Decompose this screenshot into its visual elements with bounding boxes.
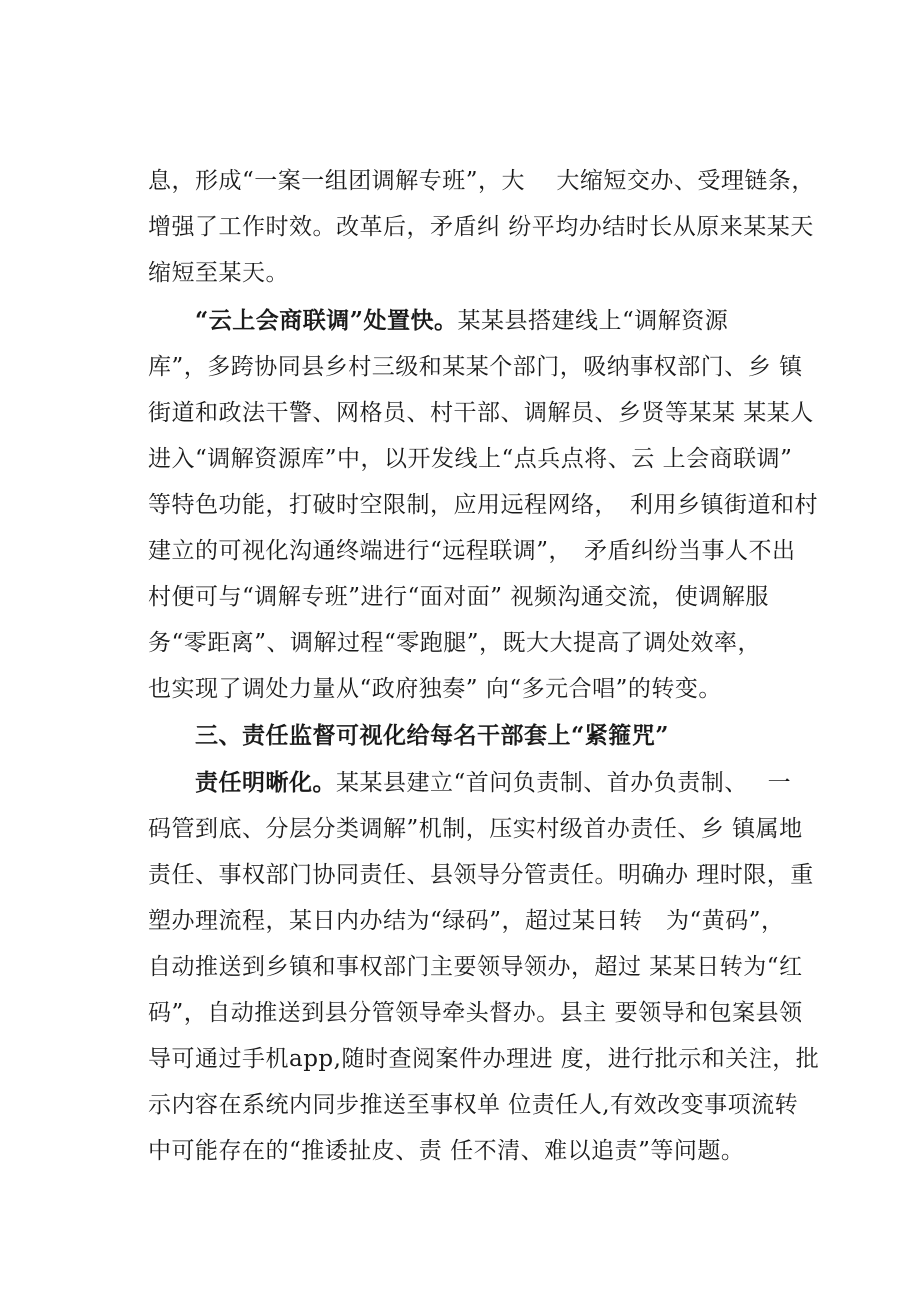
paragraph3-line-7: 导可通过手机app,随时查阅案件办理进 度，进行批示和关注，批 bbox=[148, 1046, 820, 1072]
paragraph3-line-3: 责任、事权部门协同责任、县领导分管责任。明确办 理时限，重 bbox=[148, 862, 814, 888]
paragraph2-line-3: 街道和政法干警、网格员、村干部、调解员、乡贤等某某 某某人 bbox=[148, 400, 814, 426]
paragraph3-lead: 责任明晰化。 bbox=[195, 769, 336, 796]
section3-heading: 三、责任监督可视化给每名干部套上“紧箍咒” bbox=[195, 722, 669, 749]
paragraph3-line-6: 码”，自动推送到县分管领导牵头督办。县主 要领导和包案县领 bbox=[148, 1000, 803, 1026]
paragraph2-line-7: 村便可与“调解专班”进行“面对面” 视频沟通交流，使调解服 bbox=[148, 584, 769, 610]
paragraph3-line-9: 中可能存在的“推诿扯皮、责 任不清、难以追责”等问题。 bbox=[148, 1138, 745, 1164]
paragraph2-first-line bbox=[195, 298, 855, 344]
paragraph2-lead: “云上会商联调”处置快。 bbox=[195, 307, 458, 334]
paragraph1-line-3: 缩短至某天。 bbox=[148, 260, 289, 286]
paragraph2-line-8: 务“零距离”、调解过程“零跑腿”，既大大提高了调处效率， bbox=[148, 630, 762, 656]
paragraph3-line-2: 码管到底、分层分类调解”机制，压实村级首办责任、乡 镇属地 bbox=[148, 816, 803, 842]
paragraph2-line-4: 进入“调解资源库”中，以开发线上“点兵点将、云 上会商联调” bbox=[148, 446, 793, 472]
paragraph2-first-line-rest: 某某县搭建线上“调解资源 bbox=[457, 308, 729, 334]
paragraph1-line-2: 增强了工作时效。改革后，矛盾纠 纷平均办结时长从原来某某天 bbox=[148, 214, 814, 240]
paragraph2-line-9: 也实现了调处力量从“政府独奏” 向“多元合唱”的转变。 bbox=[148, 676, 722, 702]
paragraph3-line-5: 自动推送到乡镇和事权部门主要领导领办，超过 某某日转为“红 bbox=[148, 954, 803, 980]
paragraph3-first-line-rest: 某某县建立“首问负责制、首办负责制、 一 bbox=[336, 770, 792, 796]
paragraph3-line-8: 示内容在系统内同步推送至事权单 位责任人,有效改变事项流转 bbox=[148, 1092, 799, 1118]
paragraph3-first-line bbox=[195, 760, 855, 806]
paragraph2-line-2: 库”，多跨协同县乡村三级和某某个部门，吸纳事权部门、乡 镇 bbox=[148, 354, 803, 380]
paragraph2-line-5: 等特色功能，打破时空限制，应用远程网络， 利用乡镇街道和村 bbox=[148, 492, 818, 518]
paragraph3-line-4: 塑办理流程，某日内办结为“绿码”，超过某日转 为“黄码”， bbox=[148, 908, 785, 934]
paragraph2-line-6: 建立的可视化沟通终端进行“远程联调”， 矛盾纠纷当事人不出 bbox=[148, 538, 796, 564]
paragraph1-line-1: 息，形成“一案一组团调解专班”，大 大缩短交办、受理链条， bbox=[148, 168, 815, 194]
